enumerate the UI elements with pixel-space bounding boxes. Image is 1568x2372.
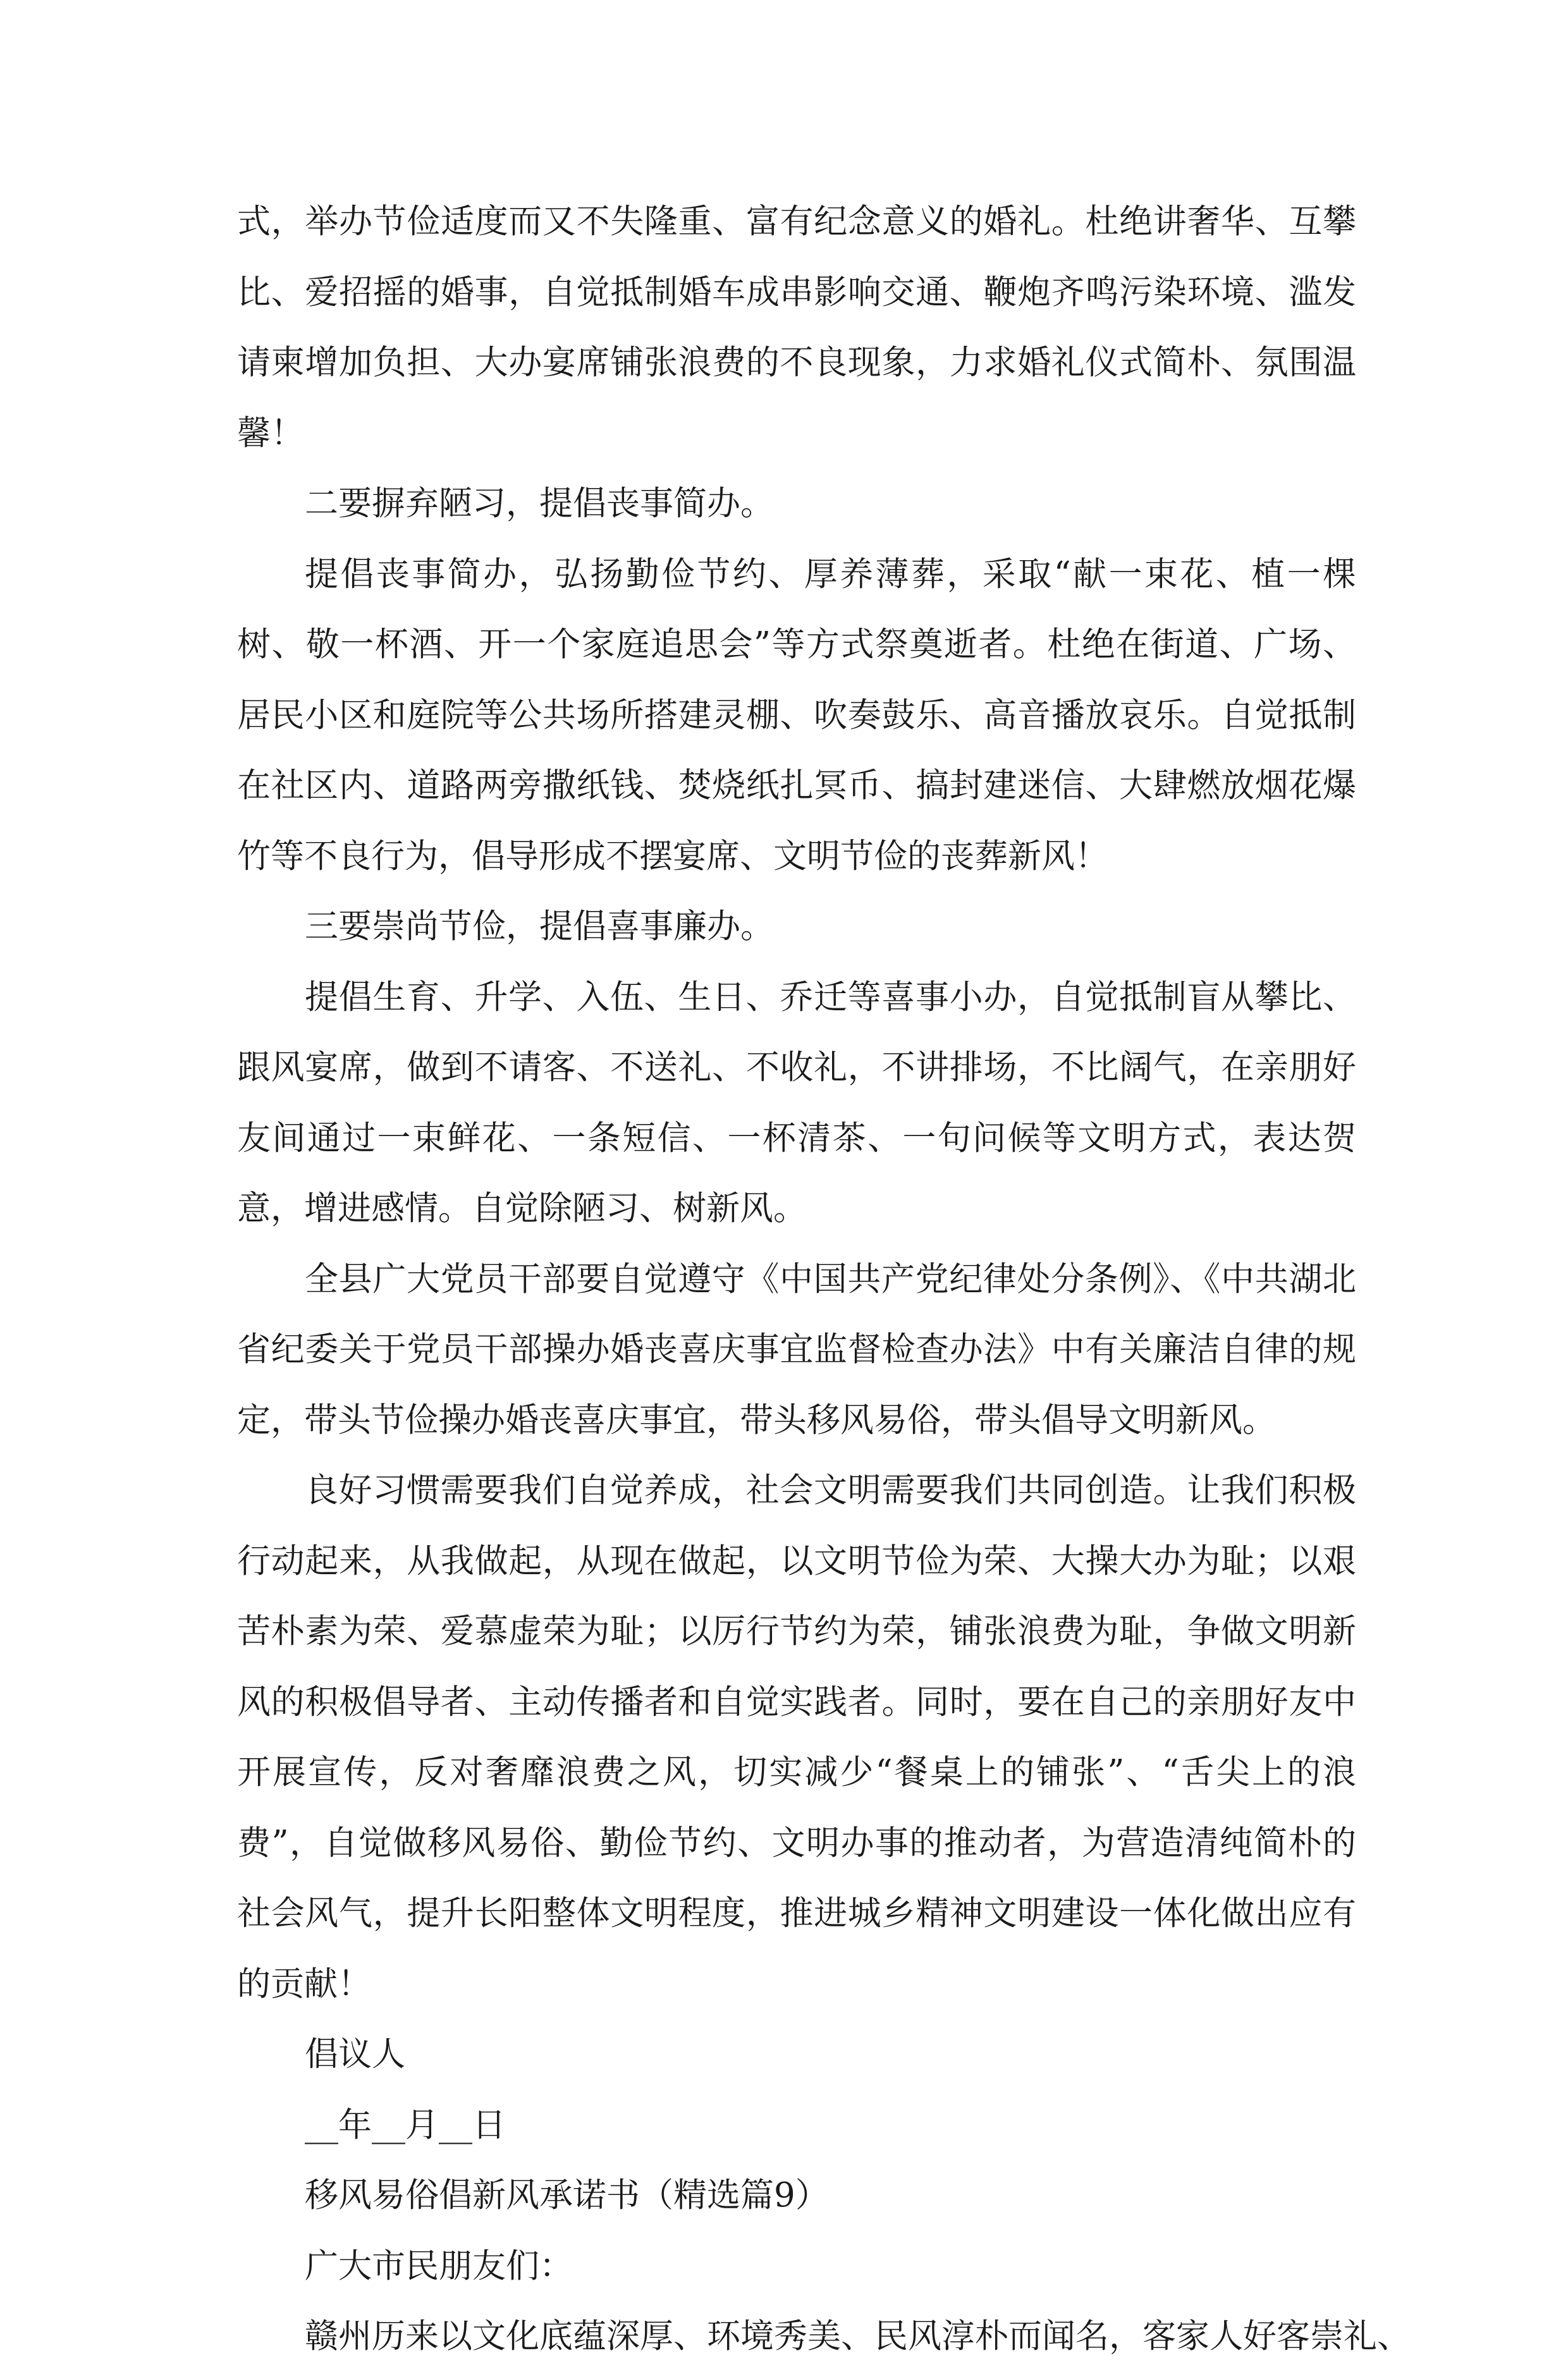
paragraph-call-to-action: 良好习惯需要我们自觉养成，社会文明需要我们共同创造。让我们积极行动起来，从我做起，从现在做起，以文明节俭为荣、大操大办为耻；以艰苦朴素为荣、爱慕虚荣为耻；以厉行节约为荣，铺张浪费为耻，争做文明新风的积极倡导者、主动传播者和自觉实践者。同时，要在自己的亲朋好友中开展宣传，反对奢靡浪费之风，切实减少“餐桌上的铺张”、“舌尖上的浪费”，自觉做移风易俗、勤俭节约、文明办事的推动者，为营造清纯简朴的社会风气，提升长阳整体文明程度，推进城乡精神文明建设一体化做出应有的贡献！ xyxy=(237,1471,1356,2003)
document-body xyxy=(237,186,1411,2372)
paragraph-funeral: 提倡丧事简办，弘扬勤俭节约、厚养薄葬，采取“献一束花、植一棵树、敬一杯酒、开一个家庭追思会”等方式祭奠逝者。杜绝在街道、广场、居民小区和庭院等公共场所搭建灵棚、吹奏鼓乐、高音播放哀乐。自觉抵制在社区内、道路两旁撒纸钱、焚烧纸扎冥币、搞封建迷信、大肆燃放烟花爆竹等不良行为，倡导形成不摆宴席、文明节俭的丧葬新风！ xyxy=(237,554,1356,876)
heading-funeral-simple: 二要摒弃陋习，提倡丧事简办。 xyxy=(305,484,774,523)
paragraph-party-members: 全县广大党员干部要自觉遵守《中国共产党纪律处分条例》、《中共湖北省纪委关于党员干部操办婚丧喜庆事宜监督检查办法》中有关廉洁自律的规定，带头节俭操办婚丧喜庆事宜，带头移风易俗，带头倡导文明新风。 xyxy=(237,1259,1356,1440)
salutation: 广大市民朋友们： xyxy=(305,2246,573,2285)
paragraph-wedding-continued: 式，举办节俭适度而又不失隆重、富有纪念意义的婚礼。杜绝讲奢华、互攀比、爱招摇的婚事，自觉抵制婚车成串影响交通、鞭炮齐鸣污染环境、滥发请柬增加负担、大办宴席铺张浪费的不良现象，力求婚礼仪式简朴、氛围温馨！ xyxy=(237,202,1356,453)
section-title: 移风易俗倡新风承诺书（精选篇9） xyxy=(305,2176,829,2215)
signature-initiator: 倡议人 xyxy=(305,2035,405,2074)
paragraph-celebration: 提倡生育、升学、入伍、生日、乔迁等喜事小办，自觉抵制盲从攀比、跟风宴席，做到不请客、不送礼、不收礼，不讲排场，不比阔气，在亲朋好友间通过一束鲜花、一条短信、一杯清茶、一句问候等文明方式，表达贺意，增进感情。自觉除陋习、树新风。 xyxy=(237,977,1356,1228)
heading-celebration-frugal: 三要崇尚节俭，提倡喜事廉办。 xyxy=(305,907,774,946)
date-line: __年__月__日 xyxy=(305,2105,506,2144)
paragraph-ganzhou-intro: 赣州历来以文化底蕴深厚、环境秀美、民风淳朴而闻名，客家人好客崇礼、 xyxy=(305,2317,1411,2356)
